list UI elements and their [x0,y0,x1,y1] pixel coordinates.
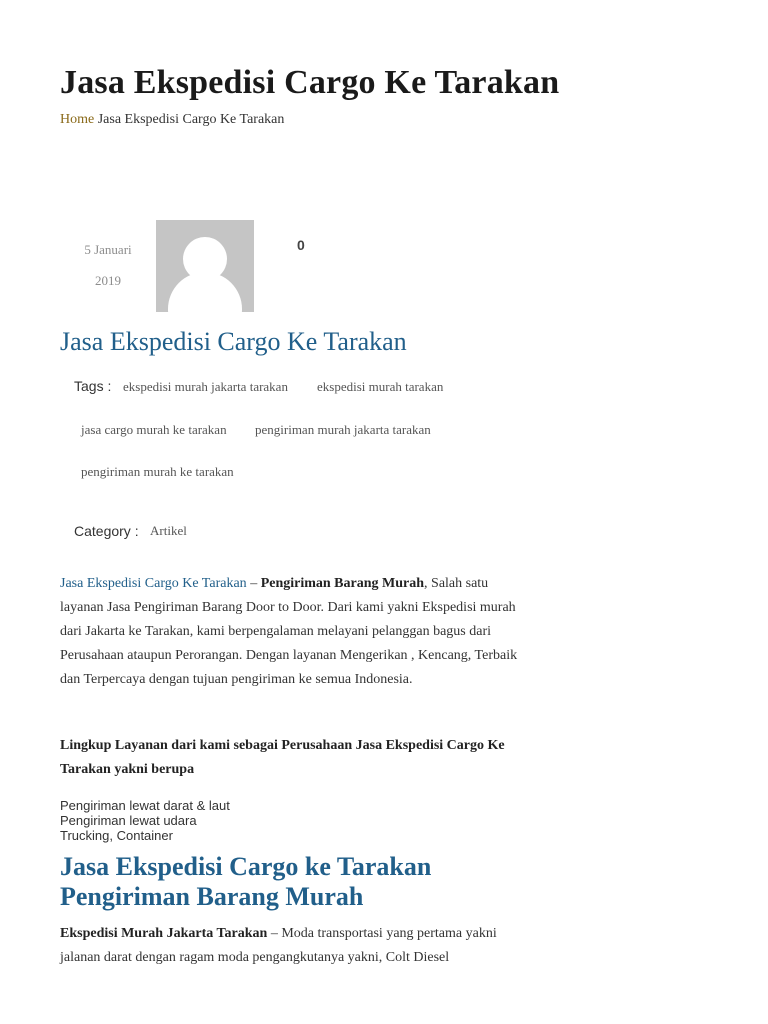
post-date-year: 2019 [95,273,121,288]
tag-link[interactable]: jasa cargo murah ke tarakan [81,422,227,437]
tags-label: Tags : [74,378,112,394]
section-dash: – [267,926,282,941]
scope-heading-text: Lingkup Layanan dari kami sebagai Perusahaan Jasa Ekspedisi Cargo Ke Tarakan yakni berupa [60,738,505,777]
tag-link[interactable]: pengiriman murah ke tarakan [81,464,234,479]
list-item: Trucking, Container [60,828,173,843]
intro-text: , Salah satu layanan Jasa Pengiriman Barang Door to Door. Dari kami yakni Ekspedisi murah dari Jakarta ke Tarakan, kami berpengalaman melayani pelanggan bagus dari Perusahaan ataupun Perorangan. Dengan layanan Mengerikan , Kencang, Terbaik dan Terpercaya dengan tujuan pengiriman ke semua Indonesia. [60,576,518,687]
page-title: Jasa Ekspedisi Cargo Ke Tarakan [60,64,560,101]
breadcrumb-current: Jasa Ekspedisi Cargo Ke Tarakan [97,112,285,127]
section-link[interactable] [60,926,267,941]
section-link-text: Ekspedisi Murah Jakarta Tarakan [60,926,268,941]
list-item: Pengiriman lewat darat & laut [60,798,230,813]
intro-paragraph [60,572,535,692]
avatar-body-shape [168,272,242,312]
list-item: Pengiriman lewat udara [60,813,197,828]
post-title: Jasa Ekspedisi Cargo Ke Tarakan [60,327,407,356]
category-label: Category : [74,523,139,539]
scope-heading [60,734,535,782]
section-text: Moda transportasi yang pertama yakni jalanan darat dengan ragam moda pengangkutanya yakni, Colt Diesel [60,926,497,965]
section-title-line1: Jasa Ekspedisi Cargo ke Tarakan [60,852,432,881]
intro-dash: – [246,576,261,591]
intro-bold: Pengiriman Barang Murah [260,576,425,591]
category-link[interactable]: Artikel [150,523,187,538]
section-title-line2: Pengiriman Barang Murah [60,882,364,911]
post-date [72,234,144,296]
tag-link[interactable]: ekspedisi murah jakarta tarakan [123,379,288,394]
section-paragraph [60,922,535,970]
breadcrumb [60,112,284,128]
author-avatar[interactable] [156,220,254,312]
service-list [60,798,230,843]
breadcrumb-home-link[interactable]: Home [60,112,95,127]
tag-link[interactable]: ekspedisi murah tarakan [317,379,444,394]
tag-link[interactable]: pengiriman murah jakarta tarakan [255,422,431,437]
post-date-day-month: 5 Januari [84,242,132,257]
comment-count[interactable]: 0 [297,237,305,253]
section-title [60,852,660,912]
intro-link[interactable]: Jasa Ekspedisi Cargo Ke Tarakan [60,576,247,591]
